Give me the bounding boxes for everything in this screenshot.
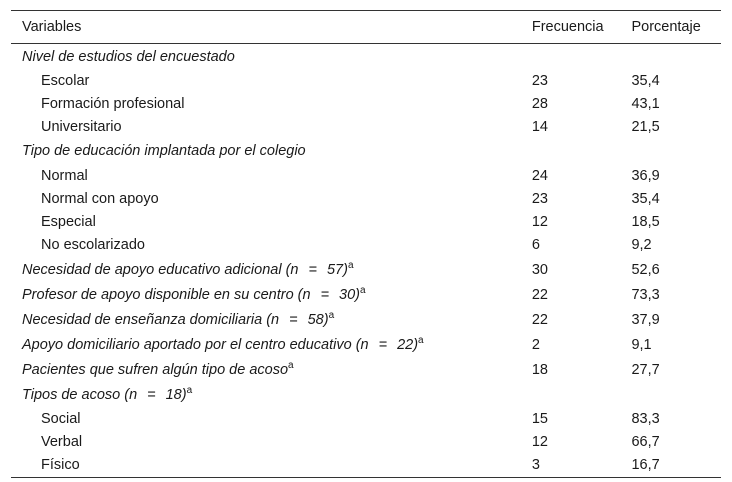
results-table [11, 10, 721, 478]
row-label: Normal [41, 167, 88, 184]
label-text: Pacientes que sufren algún tipo de acoso [22, 361, 289, 378]
section-label [11, 382, 532, 407]
row-label: Escolar [41, 72, 90, 89]
row-acoso [11, 357, 721, 382]
row-label: Universitario [41, 119, 122, 136]
row-label: Social [41, 410, 81, 427]
footnote-marker: a [328, 309, 335, 321]
n-value: 18) [165, 386, 187, 403]
footnote-marker: a [186, 384, 193, 396]
table-row [11, 116, 721, 139]
row-porcentaje: 43,1 [631, 95, 660, 112]
table-row [11, 454, 721, 478]
row-porcentaje: 21,5 [631, 119, 660, 136]
n-value: 57) [326, 261, 348, 278]
row-label: No escolarizado [41, 237, 145, 254]
label-text: Necesidad de enseñanza domiciliaria (n [22, 311, 280, 328]
row-frecuencia: 18 [531, 361, 548, 378]
table-row [11, 92, 721, 115]
row-apoyo-domiciliario [11, 332, 721, 357]
equals-sign: = [378, 336, 388, 353]
row-profesor-apoyo [11, 282, 721, 307]
row-frecuencia: 2 [531, 336, 540, 353]
row-porcentaje: 16,7 [631, 454, 721, 478]
row-label [11, 357, 532, 382]
table-row [11, 210, 721, 233]
section-label: Nivel de estudios del encuestado [22, 48, 235, 65]
row-porcentaje: 9,1 [631, 336, 652, 353]
row-porcentaje: 73,3 [631, 286, 660, 303]
row-label: Especial [41, 214, 96, 231]
row-label [11, 282, 532, 307]
footnote-marker: a [418, 334, 424, 346]
label-text: Apoyo domiciliario aportado por el centro educativo (n [22, 336, 369, 353]
table-row [11, 164, 721, 187]
row-frecuencia: 28 [531, 95, 548, 112]
n-value: 30) [339, 286, 361, 303]
row-frecuencia: 15 [531, 410, 548, 427]
row-porcentaje: 83,3 [631, 410, 660, 427]
results-table-container [11, 10, 721, 478]
row-porcentaje: 35,4 [631, 190, 660, 207]
row-ensenanza-domiciliaria [11, 307, 721, 332]
table-row [11, 187, 721, 210]
row-frecuencia: 12 [531, 434, 548, 451]
row-frecuencia: 14 [531, 119, 548, 136]
row-frecuencia: 23 [531, 72, 548, 89]
table-row [11, 430, 721, 453]
row-label [11, 332, 532, 357]
row-porcentaje: 9,2 [631, 237, 652, 254]
equals-sign: = [289, 311, 298, 328]
label-text: Tipos de acoso (n [22, 386, 138, 403]
row-porcentaje: 66,7 [631, 434, 660, 451]
row-label [11, 257, 532, 282]
table-row [11, 69, 721, 92]
row-label [11, 307, 532, 332]
footnote-marker: a [360, 284, 366, 296]
label-text: Profesor de apoyo disponible en su centro (n [22, 286, 311, 303]
section-label: Tipo de educación implantada por el colegio [22, 143, 306, 160]
n-value: 22) [397, 336, 419, 353]
row-frecuencia: 24 [531, 167, 548, 184]
row-porcentaje: 37,9 [631, 311, 660, 328]
row-porcentaje: 52,6 [631, 261, 660, 278]
row-frecuencia: 23 [531, 190, 548, 207]
header-variables: Variables [11, 11, 532, 44]
header-row [11, 11, 721, 44]
row-porcentaje: 18,5 [631, 214, 660, 231]
row-label: Físico [11, 454, 532, 478]
equals-sign: = [320, 286, 330, 303]
n-value: 58) [307, 311, 329, 328]
row-label: Verbal [41, 434, 83, 451]
footnote-marker: a [288, 359, 294, 371]
equals-sign: = [308, 261, 317, 278]
row-frecuencia: 12 [531, 214, 548, 231]
table-row [11, 234, 721, 257]
header-frecuencia: Frecuencia [532, 11, 632, 44]
row-frecuencia: 22 [531, 286, 548, 303]
footnote-marker: a [347, 259, 354, 271]
section-row-tipos-acoso [11, 382, 721, 407]
table-row [11, 407, 721, 430]
row-frecuencia: 22 [531, 311, 548, 328]
section-row-nivel-estudios [11, 44, 721, 70]
equals-sign: = [147, 386, 156, 403]
section-row-tipo-educacion [11, 139, 721, 164]
row-frecuencia: 6 [531, 237, 540, 254]
row-frecuencia: 30 [531, 261, 548, 278]
row-porcentaje: 27,7 [631, 361, 660, 378]
row-apoyo-educativo [11, 257, 721, 282]
row-porcentaje: 35,4 [631, 72, 660, 89]
row-label: Normal con apoyo [41, 190, 159, 207]
label-text: Necesidad de apoyo educativo adicional (n [22, 261, 299, 278]
row-label: Formación profesional [41, 95, 185, 112]
row-porcentaje: 36,9 [631, 167, 660, 184]
row-frecuencia: 3 [532, 454, 632, 478]
header-porcentaje: Porcentaje [631, 11, 721, 44]
